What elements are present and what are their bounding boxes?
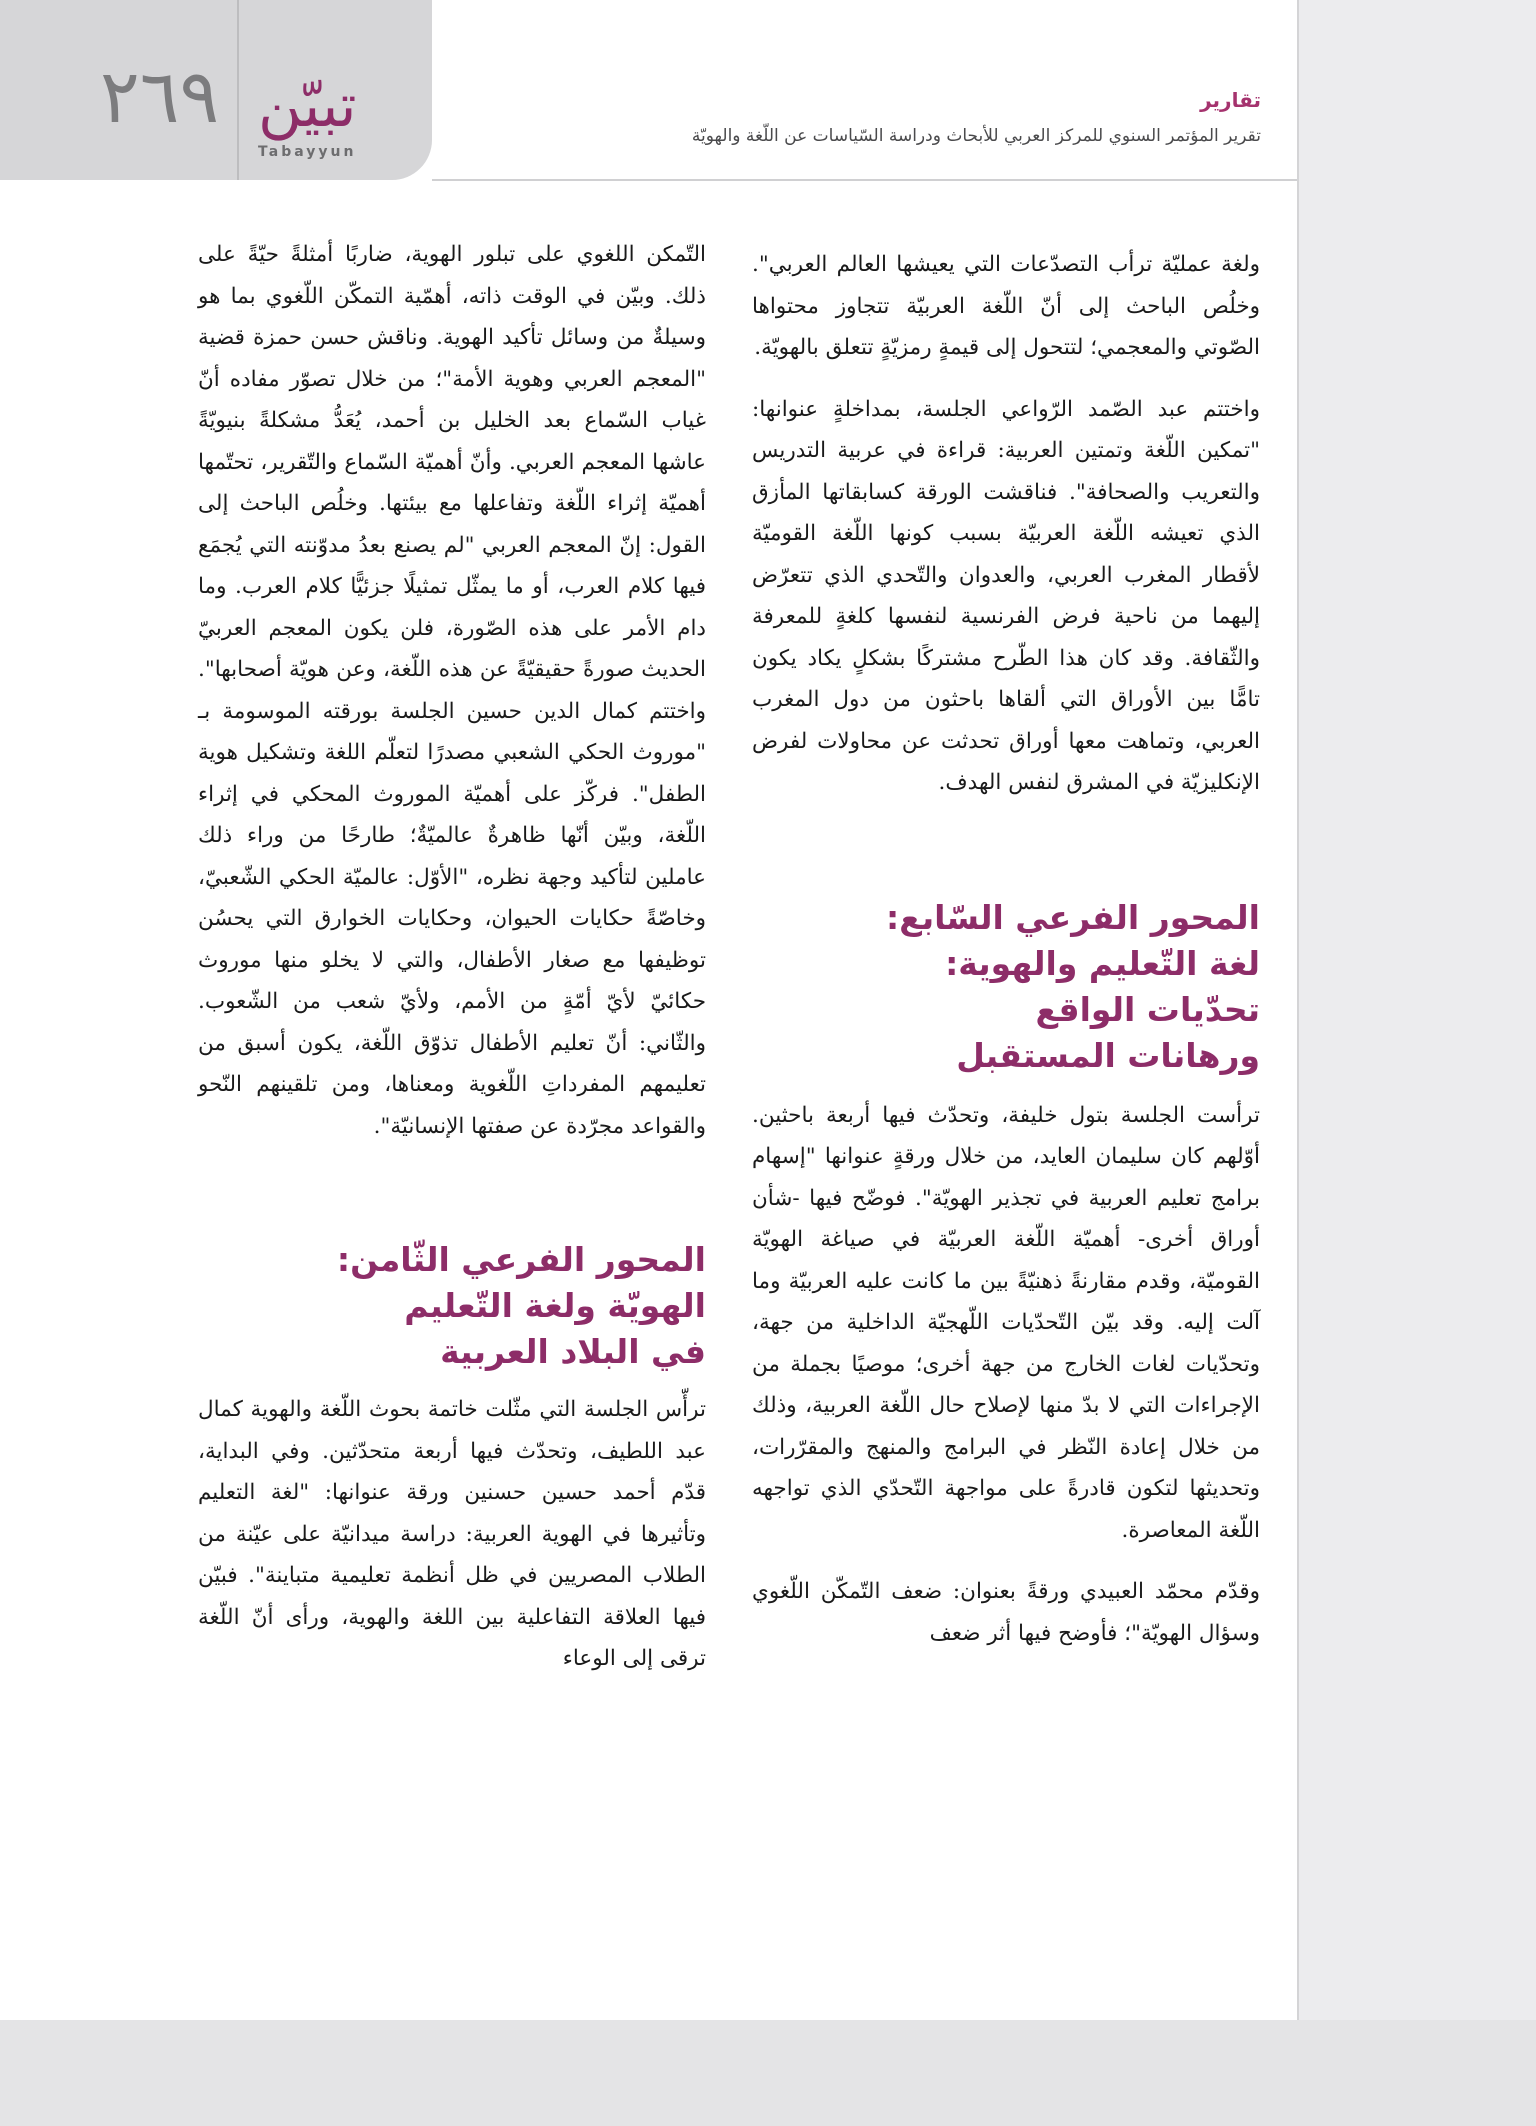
section-heading-8 — [198, 1237, 706, 1375]
right-column — [752, 244, 1260, 1654]
paragraph: وقدّم محمّد العبيدي ورقةً بعنوان: ضعف التّمكّن اللّغوي وسؤال الهويّة"؛ فأوضح فيها أثر ضعف — [752, 1579, 1260, 1646]
page-header — [0, 0, 1297, 180]
logo-subtitle: Tabayyun — [258, 144, 357, 160]
paragraph: واختتم عبد الصّمد الرّواعي الجلسة، بمداخلةٍ عنوانها: "تمكين اللّغة وتمتين العربية: قراءة في عربية التدريس والتعريب والصحافة". فناقشت الورقة كسابقاتها المأزق الذي تعيشه اللّغة العربيّة بسبب كونها اللّغة القوميّة لأقطار المغرب العربي، والعدوان والتّحدي الذي تتعرّض إليهما من ناحية فرض الفرنسية لنفسها كلغةٍ للمعرفة والثّقافة. وقد كان هذا الطّرح مشتركًا بشكلٍ يكاد يكون تامًّا بين الأوراق التي ألقاها باحثون من دول المغرب العربي، وتماهت معها أوراق تحدثت عن محاولات لفرض الإنكليزيّة في المشرق لنفس الهدف. — [752, 396, 1260, 795]
report-title: تقرير المؤتمر السنوي للمركز العربي للأبحاث ودراسة السّياسات عن اللّغة والهويّة — [691, 126, 1261, 146]
page-footer-band — [0, 2020, 1536, 2126]
section-heading-7 — [752, 895, 1260, 1079]
heading-line: ورهانات المستقبل — [956, 1035, 1260, 1075]
paragraph: التّمكن اللغوي على تبلور الهوية، ضاربًا أمثلةً حيّةً على ذلك. وبيّن في الوقت ذاته، أهمّية التمكّن اللّغوي بما هو وسيلةٌ من وسائل تأكيد الهوية. وناقش حسن حمزة قضية "المعجم العربي وهوية الأمة"؛ من خلال تصوّر مفاده أنّ غياب السّماع بعد الخليل بن أحمد، يُعَدُّ مشكلةً بنيويّةً عاشها المعجم العربي. وأنّ أهميّة السّماع والتّقرير، تحتّمها أهميّة إثراء اللّغة وتفاعلها مع بيئتها. وخلُص الباحث إلى القول: إنّ المعجم العربي "لم يصنع بعدُ مدوّنته التي يُجمَع فيها كلام العرب، أو ما يمثّل تمثيلًا جزئيًّا كلام العرب. وما دام الأمر على هذه الصّورة، فلن يكون المعجم العربيّ الحديث صورةً حقيقيّةً عن هذه اللّغة، وعن هويّة أصحابها". واختتم كمال الدين حسين الجلسة بورقته الموسومة بـ "موروث الحكي الشعبي مصدرًا لتعلّم اللغة وتشكيل هوية الطفل". فركّز على أهميّة الموروث المحكي في إثراء اللّغة، وبيّن أنّها ظاهرةٌ عالميّةٌ؛ طارحًا من وراء ذلك عاملين لتأكيد وجهة نظره، "الأوّل: عالميّة الحكي الشّعبيّ، وخاصّةً حكايات الحيوان، وحكايات الخوارق التي يحسُن توظيفها مع صغار الأطفال، والتي لا يخلو منها موروث حكائيّ لأيّ أمّةٍ من الأمم، ولأيّ شعب من الشّعوب. والثّاني: أنّ تعليم الأطفال تذوّق اللّغة، يكون أسبق من تعليمهم المفرداتِ اللّغوية ومعناها، ومن تلقينهم النّحو والقواعد مجرّدة عن صفتها الإنسانيّة". — [198, 242, 706, 1139]
paragraph: ترأّس الجلسة التي مثّلت خاتمة بحوث اللّغة والهوية كمال عبد اللطيف، وتحدّث فيها أربعة متحدّثين. وفي البداية، قدّم أحمد حسين حسنين ورقة عنوانها: "لغة التعليم وتأثيرها في الهوية العربية: دراسة ميدانيّة على عيّنة من الطلاب المصريين في ظل أنظمة تعليمية متباينة". فبيّن فيها العلاقة التفاعلية بين اللغة والهوية، ورأى أنّ اللّغة ترقى إلى الوعاء — [198, 1397, 706, 1671]
heading-line: المحور الفرعي السّابع: — [886, 897, 1260, 937]
tabayyun-logo: تبيّن — [258, 71, 357, 141]
heading-line: الهويّة ولغة التّعليم — [404, 1286, 706, 1325]
paragraph: ولغة عمليّة ترأب التصدّعات التي يعيشها العالم العربي". وخلُص الباحث إلى أنّ اللّغة العربيّة تتجاوز محتواها الصّوتي والمعجمي؛ لتتحول إلى قيمةٍ رمزيّةٍ تتعلق بالهويّة. — [752, 252, 1260, 360]
heading-line: المحور الفرعي الثّامن: — [336, 1240, 706, 1279]
header-rule — [432, 179, 1297, 181]
left-column — [198, 234, 706, 1680]
heading-line: في البلاد العربية — [440, 1332, 706, 1371]
page-number: ٢٦٩ — [100, 54, 220, 140]
heading-line: تحدّيات الواقع — [1035, 989, 1260, 1029]
paragraph: ترأست الجلسة بتول خليفة، وتحدّث فيها أربعة باحثين. أوّلهم كان سليمان العايد، من خلال ورقةٍ عنوانها "إسهام برامج تعليم العربية في تجذير الهويّة". فوضّح فيها -شأن أوراق أخرى- أهميّة اللّغة العربيّة في صياغة الهويّة القوميّة، وقدم مقارنةً ذهنيّةً بين ما كانت عليه العربيّة وما آلت إليه. وقد بيّن التّحدّيات اللّهجيّة الداخلية من جهة، وتحدّيات لغات الخارج من جهة أخرى؛ موصيًا بجملة من الإجراءات التي لا بدّ منها لإصلاح حال اللّغة العربية، وذلك من خلال إعادة النّظر في البرامج والمنهج والمقرّرات، وتحديثها لتكون قادرةً على مواجهة التّحدّي الذي تواجهه اللّغة المعاصرة. — [752, 1102, 1260, 1543]
heading-line: لغة التّعليم والهوية: — [945, 943, 1260, 983]
section-label: تقارير — [1200, 88, 1261, 112]
badge-divider — [237, 0, 239, 180]
header-badge — [0, 0, 432, 180]
page-margin-strip — [1297, 0, 1536, 2126]
